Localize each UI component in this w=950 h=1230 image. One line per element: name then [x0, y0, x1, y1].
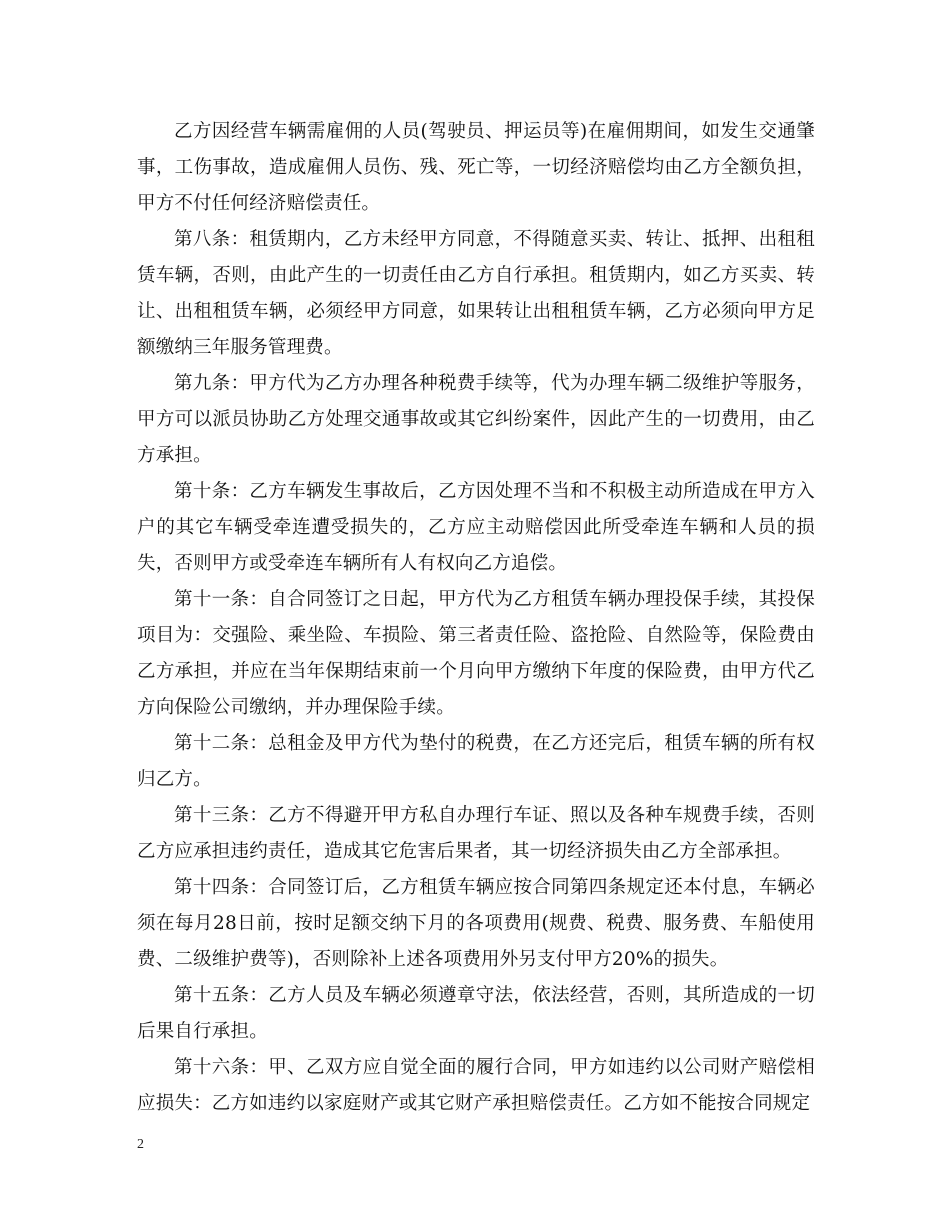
paragraph-article-10: 第十条：乙方车辆发生事故后，乙方因处理不当和不积极主动所造成在甲方入户的其它车辆受牵连遭受损失的，乙方应主动赔偿因此所受牵连车辆和人员的损失，否则甲方或受牵连车辆所有人有权向乙方追偿。	[137, 481, 815, 574]
paragraph-article-8: 第八条：租赁期内，乙方未经甲方同意，不得随意买卖、转让、抵押、出租租赁车辆，否则，由此产生的一切责任由乙方自行承担。租赁期内，如乙方买卖、转让、出租租赁车辆，必须经甲方同意，如果转让出租租赁车辆，乙方必须向甲方足额缴纳三年服务管理费。	[137, 229, 815, 358]
paragraph-article-14: 第十四条：合同签订后，乙方租赁车辆应按合同第四条规定还本付息，车辆必须在每月28日前，按时足额交纳下月的各项费用(规费、税费、服务费、车船使用费、二级维护费等)，否则除补上述各项费用外另支付甲方20%的损失。	[137, 877, 815, 970]
paragraph-article-9: 第九条：甲方代为乙方办理各种税费手续等，代为办理车辆二级维护等服务，甲方可以派员协助乙方处理交通事故或其它纠纷案件，因此产生的一切费用，由乙方承担。	[137, 373, 815, 466]
paragraph-article-12: 第十二条：总租金及甲方代为垫付的税费，在乙方还完后，租赁车辆的所有权归乙方。	[137, 733, 815, 790]
paragraph-hire-staff: 乙方因经营车辆需雇佣的人员(驾驶员、押运员等)在雇佣期间，如发生交通肇事，工伤事故，造成雇佣人员伤、残、死亡等，一切经济赔偿均由乙方全额负担，甲方不付任何经济赔偿责任。	[137, 121, 815, 214]
paragraph-article-16: 第十六条：甲、乙双方应自觉全面的履行合同，甲方如违约以公司财产赔偿相应损失：乙方如违约以家庭财产或其它财产承担赔偿责任。乙方如不能按合同规定	[137, 1057, 815, 1114]
paragraph-article-11: 第十一条：自合同签订之日起，甲方代为乙方租赁车辆办理投保手续，其投保项目为：交强险、乘坐险、车损险、第三者责任险、盗抢险、自然险等，保险费由乙方承担，并应在当年保期结束前一个月向甲方缴纳下年度的保险费，由甲方代乙方向保险公司缴纳，并办理保险手续。	[137, 589, 815, 718]
document-body	[137, 114, 815, 1122]
page-number: 2	[137, 1137, 144, 1152]
paragraph-article-15: 第十五条：乙方人员及车辆必须遵章守法，依法经营，否则，其所造成的一切后果自行承担。	[137, 985, 815, 1042]
paragraph-article-13: 第十三条：乙方不得避开甲方私自办理行车证、照以及各种车规费手续，否则乙方应承担违约责任，造成其它危害后果者，其一切经济损失由乙方全部承担。	[137, 805, 815, 862]
